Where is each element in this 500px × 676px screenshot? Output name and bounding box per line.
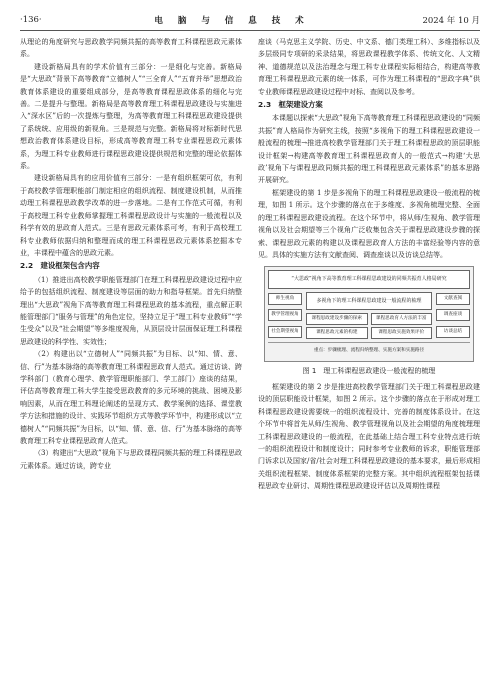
- paragraph: （3）构建出“大思政”视角下与思政课程同频共振的理工科课程思政元素体系。通过访谈，跨专业: [20, 449, 242, 470]
- page-number: ·136·: [20, 15, 42, 25]
- perspective-box: 教学管理视角: [268, 309, 302, 321]
- figure-center: [306, 292, 432, 339]
- paragraph: 框架建设的第 1 步是多视角下的理工科课程思政建设一般流程的梳理，如图 1 所示。这个步骤的落点在于多维度、多视角梳理完整、全面的理工科课程思政建设流程。在这个环节中，将从师/生视角、教学管理视角以及社会期望等三个视角广泛收集包含关于课程思政建设步骤的探索、课程思政元素的构建以及课程思政育人方法的丰富经验等内容的意见。具体的实施方法有文献查阅、调查座谈以及访谈总结等。: [258, 188, 480, 259]
- figure-footer-note: 重点：步骤梳理、流程归纳整理、实施方案和实施路径: [268, 342, 470, 357]
- flow-box: 课程思政育人方法的丰富: [371, 313, 433, 325]
- flow-box: 课程思政实施效果评价: [371, 327, 433, 339]
- left-column: [20, 36, 242, 670]
- paragraph: 建设新格局具有的学术价值有三部分：一是细化与完善。新格局是“大思政”背景下高等教育“立德树人”“三全育人”“五育并举”思想政治教育体系建设的重要组成部分，是高等教育课程思政体系的细化与完善。二是提升与整理。新格局是高等教育理工科课程思政建设与实施进入“深水区”后的一次提炼与整理，为高等教育理工科课程思政建设提供了系统统、应用级的新视角。三是规范与完整。新格局将对标新时代思想政治教育体系建设目标，形成高等教育理工科专业课程思政元素体系，为理工科专业教师进行课程思政建设提供规范和完整的理论依据体系。: [20, 62, 242, 171]
- figure-left-perspectives: [268, 292, 302, 339]
- method-box: 文献查阅: [436, 293, 470, 305]
- figure-title-box: “大思政”视角下高等教育理工科课程思政建设的同频共振育人格局研究: [268, 270, 470, 288]
- issue-date: 2024 年 10 月: [422, 16, 480, 26]
- figure-1-flowchart: [264, 266, 474, 361]
- method-box: 调查座谈: [436, 309, 470, 321]
- flow-box: 课程思政元素的构建: [306, 327, 368, 339]
- paragraph: 建设新格局具有的应用价值有三部分：一是有组织框架可依，有利于高校教学管理职能部门制定相应的组织流程、制度建设机制，从而推动理工科课程思政教学改革的进一步落地。二是有工作范式可循，有利于高校理工科专业教师掌握理工科课程思政设计与实施的一般流程以及科学有效的思政育人范式。三是有思政元素体系可考，有利于高校理工科专业教师依据归纳和整理而成的理工科课程思政元素体系挖掘本专业，丰课程中蕴含的思政元素。: [20, 174, 242, 257]
- paragraph: 框架建设的第 2 步是推进高校教学管理部门关于理工科课程思政建设的顶层职能设计框架，如图 2 所示。这个步骤的落点在于形成对理工科课程思政建设需要统一的组织流程设计、完善的制度体系设计。在这个环节中将首先从师/生视角、教学管理视角以及社会期望的角度梳理理工科课程思政建设的一般流程，在此基础上结合理工科专业特点进行统一的组织流程设计和制度设计；同时参考专业教师的诉求，职能管理部门诉求以及国家/省/社会对理工科课程思政建设的基本要求，最后形成相关组织流程框架、制度体系框架的完整方案。其中组织流程框架包括课程思政专业研讨、周期性课程思政建设评估以及周期性课程: [258, 382, 480, 491]
- flow-box: 课程思政建设步骤的探索: [306, 313, 368, 325]
- perspective-box: 师生视角: [268, 293, 302, 305]
- section-heading: 2.3 框架建设方案: [258, 100, 323, 110]
- figure-center-title: 多视角下的理工科课程思政建设一般流程的梳理: [306, 292, 432, 310]
- figure-caption: 图 1 理工科课程思政建设一般流程的梳理: [302, 366, 436, 375]
- journal-title: 电 脑 与 信 息 技 术: [154, 16, 310, 26]
- paragraph: 本课题以探索“大思政”视角下高等教育理工科课程思政建设的“同频共振”育人格局作为研究主线，按照“多视角下的理工科课程思政建设一般流程的梳理→推进高校教学管理部门关于理工科课程思政的顶层职能设计框架→构建高等教育理工科课程思政育人的一般范式→构建‘大思政’视角下与课程思政同频共振的理工科课程思政元素体系”的基本思路开展研究。: [258, 114, 480, 185]
- paragraph: （1）推进出高校教学职能管理部门在理工科课程思政建设过程中应给予的包括组织流程、制度建设等层面的助力和指导框架。首先归纳整理出“大思政”视角下高等教育理工科课程思政的基本流程，重点解正职能管理部门“服务与管理”的角色定位，坚持立足于“理工科专业教师”“学生受众”以及“社会期望”等多维度视角，从顶层设计层面保证理工科课程思政建设的科学性、实效性；: [20, 275, 242, 346]
- right-column: [258, 36, 480, 670]
- paragraph: 从理论的角度研究与思政教学同频共振的高等教育工科课程思政元素体系。: [20, 38, 242, 59]
- perspective-box: 社会期望视角: [268, 326, 302, 338]
- method-box: 访谈总结: [436, 326, 470, 338]
- section-heading: 2.2 建设框架包含内容: [20, 261, 100, 271]
- paragraph: （2）构建出以“立德树人”“同频共振”为目标、以“知、情、意、信、行”为基本脉络的高等教育理工科课程思政育人范式。通过访谈、跨学科部门（教育心理学、教学管理职能部门、学工部门）座谈的结果，评估高等教育理工科大学生接受思政教育的多元环境的挑战、困境及影响因素，从而在理工科理论阐述的呈现方式、教学案例的选择、课堂教学方法和措施的设计、实践环节组织方式等教学环节中，构建形成以“立德树人”“同频共振”为目标，以“知、情、意、信、行”为基本脉络的高等教育理工科专业课程思政育人范式。: [20, 350, 242, 445]
- figure-right-methods: [436, 292, 470, 339]
- page-header: [20, 10, 480, 31]
- paragraph: 座谈（马克思主义学院、历史、中文系、德门类理工科）、多维指标以及多层级同专项研的采录结果，将思政课程教学体系、传统文化、人文精神、道德规范以及法治理念与理工科专业课程实际相结合，构建高等教育理工科课程思政元素的统一体系，可作为理工科课程的“思政字典”供专业教师课程思政建设过程中对标、查阅以及参考。: [258, 38, 480, 96]
